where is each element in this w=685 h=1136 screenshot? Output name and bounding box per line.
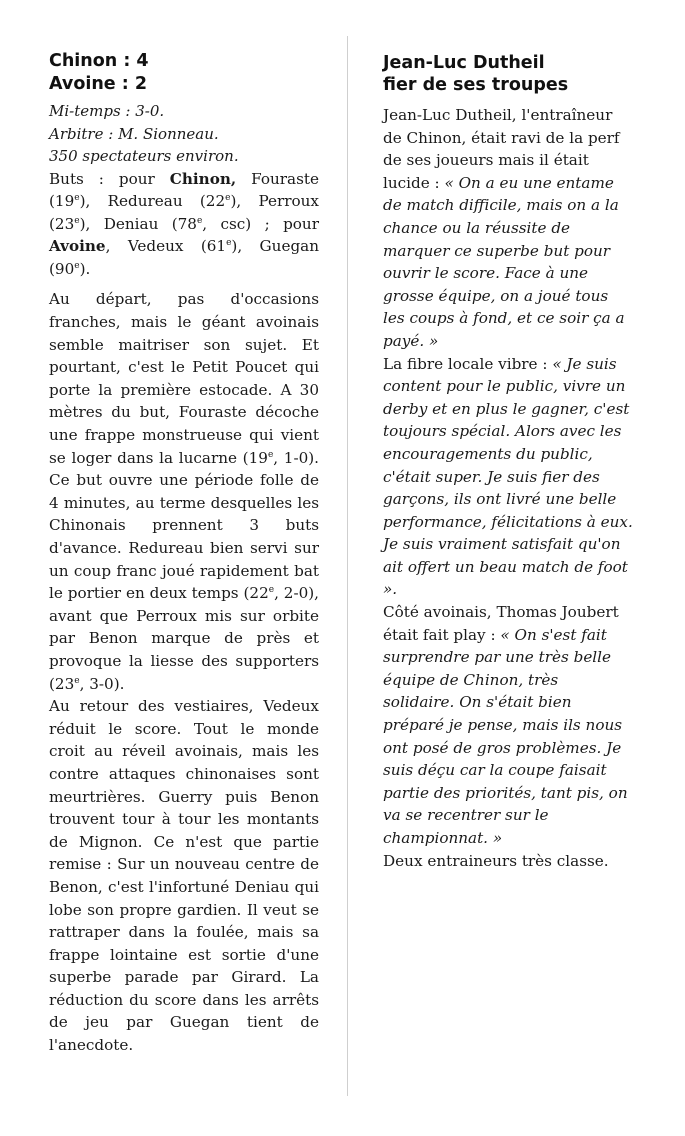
- sidebar-text: Côté avoinais, Thomas Joubert était fait play :: [383, 603, 619, 644]
- sidebar-text: Jean-Luc Dutheil, l'entraîneur de Chinon, était ravi de la perf de ses joueurs mais il était lucide :: [383, 106, 620, 192]
- ordinal-sup: e: [226, 238, 232, 249]
- attendance: 350 spectateurs environ.: [49, 147, 239, 165]
- ordinal-sup: e: [74, 215, 80, 226]
- quote-dutheil-2: « Je suis content pour le public, vivre un derby et en plus le gagner, c'est toujours spécial. Alors avec les encouragements du public, c'était super. Je suis fier des garçons, ils ont livré une belle performance, félicitations à eux. Je suis vraiment satisfait qu'on ait offert un beau match de foot ».: [383, 354, 633, 599]
- sidebar-headline: [383, 52, 633, 96]
- ordinal-sup: e: [74, 260, 80, 271]
- sidebar-paragraph-2: [383, 353, 633, 602]
- report-text: , 2-0), avant que Perroux mis sur orbite par Benon marque de près et provoque la liesse des supporters (23: [49, 584, 319, 693]
- referee: Arbitre : M. Sionneau.: [49, 124, 219, 143]
- coach-sidebar: [383, 52, 633, 872]
- goals-summary: [49, 168, 319, 281]
- scorer-text: ), Guegan (90: [49, 237, 319, 278]
- scorer-text: ), Deniau (78: [79, 214, 197, 233]
- sidebar-text: La fibre locale vibre :: [383, 354, 553, 373]
- goals-intro: Buts : pour: [49, 169, 170, 188]
- headline-line-2: fier de ses troupes: [383, 75, 569, 95]
- headline-line-1: Jean-Luc Dutheil: [383, 53, 545, 73]
- halftime-score: Mi-temps : 3-0.: [49, 102, 165, 120]
- ordinal-sup: e: [225, 193, 231, 204]
- scorer-text: ).: [79, 259, 91, 278]
- score-away: Avoine : 2: [49, 74, 148, 94]
- score-home: Chinon : 4: [49, 51, 149, 71]
- ordinal-sup: e: [74, 675, 80, 686]
- quote-dutheil-1: « On a eu une entame de match difficile, mais on a la chance ou la réussite de marquer ce superbe but pour ouvrir le score. Face à une grosse équipe, on a joué tous les coups à fond, et ce soir ça a payé. »: [383, 173, 625, 350]
- team-avoine: Avoine: [49, 237, 106, 256]
- ordinal-sup: e: [267, 449, 274, 460]
- report-text: , 3-0).: [79, 674, 125, 693]
- report-paragraph-1: [49, 288, 319, 695]
- match-info: [49, 100, 319, 168]
- sidebar-paragraph-3: [383, 601, 633, 850]
- sidebar-paragraph-4: Deux entraineurs très classe.: [383, 851, 609, 870]
- scorer-text: ), Perroux (23: [49, 192, 319, 233]
- report-paragraph-2: Au retour des vestiaires, Vedeux réduit le score. Tout le monde croit au réveil avoinais, mais les contre attaques chinonaises sont meurtrières. Guerry puis Benon trouvent tour à tour les montants de Mignon. Ce n'est que partie remise : Sur un nouveau centre de Benon, c'est l'infortuné Deniau qui lobe son propre gardien. Il veut se rattraper dans la foulée, mais sa frappe lointaine est sortie d'une superbe parade par Girard. La réduction du score dans les arrêts de jeu par Guegan tient de l'anecdote.: [49, 697, 319, 1055]
- ordinal-sup: e: [268, 585, 275, 596]
- scorer-text: , Vedeux (61: [105, 237, 227, 256]
- report-text: , 1-0). Ce but ouvre une période folle de 4 minutes, au terme desquelles les Chinonais prennent 3 buts d'avance. Redureau bien servi sur un coup franc joué rapidement bat le portier en deux temps (22: [49, 448, 319, 603]
- team-chinon: Chinon,: [169, 169, 237, 188]
- scorer-text: , csc) ; pour: [202, 214, 319, 233]
- ordinal-sup: e: [74, 193, 80, 204]
- sidebar-paragraph-1: [383, 104, 633, 353]
- report-text: Au départ, pas d'occasions franches, mais le géant avoinais semble maitriser son sujet. Et pourtant, c'est le Petit Poucet qui porte la première estocade. A 30 mètres du but, Fouraste décoche une frappe monstrueuse qui vient se loger dans la lucarne (19: [49, 290, 319, 467]
- ordinal-sup: e: [196, 215, 203, 226]
- column-divider: [347, 36, 348, 1096]
- match-report-column: [49, 50, 319, 1065]
- scorer-text: ), Redureau (22: [79, 192, 226, 211]
- quote-joubert: « On s'est fait surprendre par une très belle équipe de Chinon, très solidaire. On s'était bien préparé je pense, mais ils nous ont posé de gros problèmes. Je suis déçu car la coupe faisait partie des priorités, tant pis, on va se recentrer sur le championnat. »: [383, 625, 628, 847]
- scorer-text: Fouraste (19: [49, 169, 319, 211]
